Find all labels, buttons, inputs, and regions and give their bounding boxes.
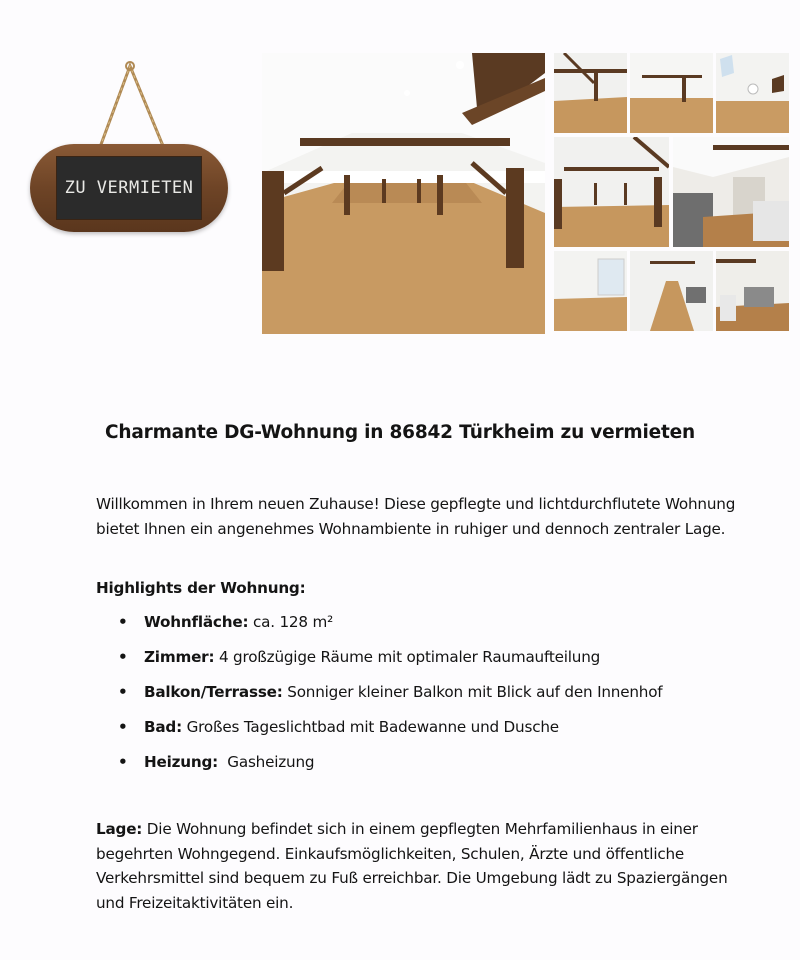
grid-photo-4	[554, 137, 669, 247]
grid-photo-1	[554, 53, 627, 133]
bullet: •	[118, 718, 128, 736]
highlight-label: Bad:	[144, 718, 182, 736]
bullet: •	[118, 753, 128, 771]
list-item	[118, 610, 758, 645]
location-label: Lage:	[96, 820, 143, 838]
bullet: •	[118, 613, 128, 631]
highlight-value: Großes Tageslichtbad mit Badewanne und Dusche	[181, 718, 559, 736]
list-item	[118, 645, 758, 680]
bullet: •	[118, 648, 128, 666]
highlights-list	[118, 610, 758, 785]
grid-photo-7	[630, 251, 713, 331]
grid-photo-3	[716, 53, 789, 133]
chalkboard	[56, 156, 202, 220]
highlights-heading: Highlights der Wohnung:	[96, 579, 306, 597]
highlight-value: Gasheizung	[218, 753, 315, 771]
intro-text: Willkommen in Ihrem neuen Zuhause! Diese gepflegte und lichtdurchflutete Wohnung bietet Ihnen ein angenehmes Wohnambiente in ruhiger und dennoch zentraler Lage.	[96, 495, 736, 538]
list-item	[118, 680, 758, 715]
highlight-value: Sonniger kleiner Balkon mit Blick auf den Innenhof	[282, 683, 663, 701]
main-attic-photo	[262, 53, 545, 334]
for-rent-sign	[18, 58, 240, 244]
highlight-value: 4 großzügige Räume mit optimaler Raumaufteilung	[214, 648, 601, 666]
highlight-label: Heizung:	[144, 753, 219, 771]
sign-text: ZU VERMIETEN	[64, 178, 194, 198]
grid-photo-8	[716, 251, 789, 331]
location-paragraph	[96, 817, 736, 915]
grid-photo-2	[630, 53, 713, 133]
location-text: Die Wohnung befindet sich in einem gepflegten Mehrfamilienhaus in einer begehrten Wohngegend. Einkaufsmöglichkeiten, Schulen, Ärzte und öffentliche Verkehrsmittel sind bequem zu Fuß erreichbar. Die Umgebung lädt zu Spaziergängen und Freizeitaktivitäten ein.	[96, 820, 728, 912]
list-item	[118, 750, 758, 785]
page-title: Charmante DG-Wohnung in 86842 Türkheim zu vermieten	[105, 422, 695, 443]
grid-photo-5	[673, 137, 789, 247]
highlight-label: Wohnfläche:	[144, 613, 249, 631]
highlight-label: Zimmer:	[144, 648, 215, 666]
list-item	[118, 715, 758, 750]
grid-photo-6	[554, 251, 627, 331]
highlight-value: ca. 128 m²	[248, 613, 333, 631]
sign-board	[30, 144, 228, 232]
bullet: •	[118, 683, 128, 701]
highlight-label: Balkon/Terrasse:	[144, 683, 283, 701]
